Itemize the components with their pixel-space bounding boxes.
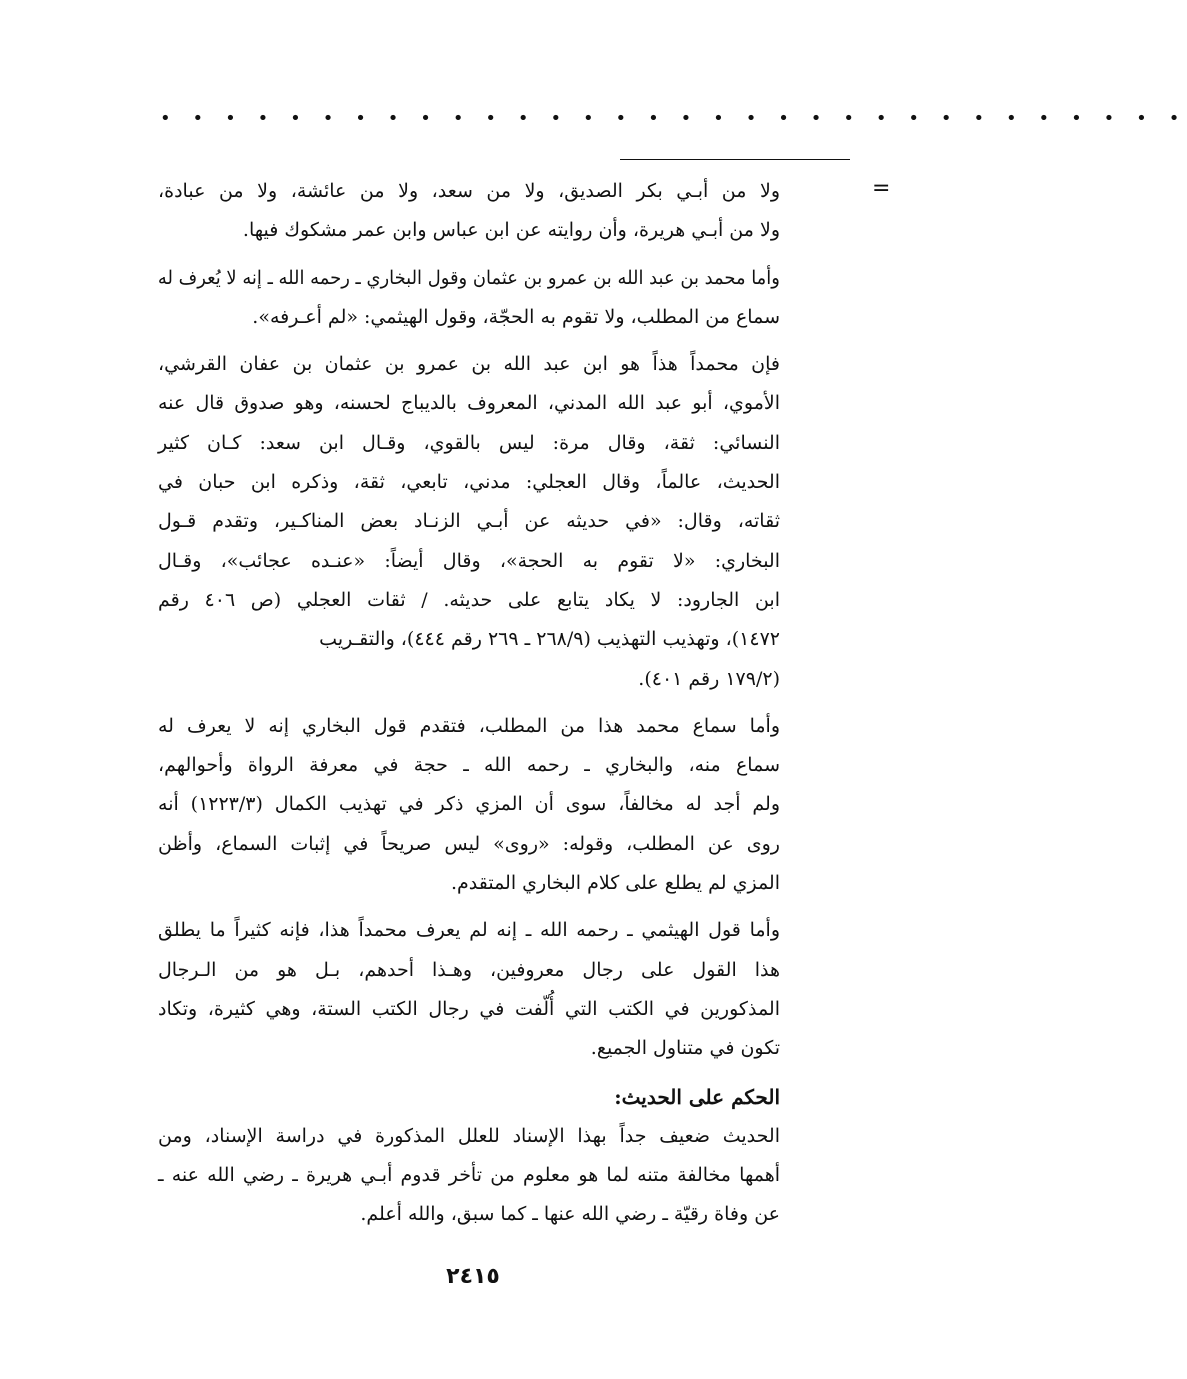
- text-line: ١٤٧٢)، وتهذيب التهذيب (٢٦٨/٩ ـ ٢٦٩ رقم ٤٤٤)، والتقـريب: [319, 628, 780, 651]
- text-line: ابن الجارود: لا يكاد يتابع على حديثه. / ثقات العجلي (ص ٤٠٦ رقم: [158, 588, 780, 611]
- page-number: ٢٤١٥: [446, 1264, 500, 1289]
- text-line: ولا من أبـي بكر الصديق، ولا من سعد، ولا من عائشة، ولا من عبادة،: [158, 180, 780, 202]
- footnote-separator-rule: [620, 159, 850, 160]
- text-line: سماع من المطلب، ولا تقوم به الحجّة، وقول الهيثمي: «لم أعـرفه».: [252, 305, 780, 328]
- text-line: ثقاته، وقال: «في حديثه عن أبـي الزنـاد بعض المناكـير، وتقدم قـول: [158, 510, 780, 533]
- text-line: فإن محمداً هذاً هو ابن عبد الله بن عمرو بن عثمان بن عفان القرشي،: [158, 353, 780, 376]
- paragraph: [158, 172, 780, 251]
- page-body: [158, 172, 780, 1242]
- text-line: وأما سماع محمد هذا من المطلب، فتقدم قول البخاري إنه لا يعرف له: [158, 714, 780, 737]
- text-line: روى عن المطلب، وقوله: «روى» ليس صريحاً في إثبات السماع، وأظن: [158, 832, 780, 855]
- text-line: سماع منه، والبخاري ـ رحمه الله ـ حجة في معرفة الرواة وأحوالهم،: [158, 754, 780, 777]
- text-line: عن وفاة رقيّة ـ رضي الله عنها ـ كما سبق، والله أعلم.: [360, 1203, 780, 1226]
- text-line: النسائي: ثقة، وقال مرة: ليس بالقوي، وقـال ابن سعد: كـان كثير: [158, 431, 780, 454]
- text-line: الأموي، أبو عبد الله المدني، المعروف بالديباج لحسنه، وهو صدوق قال عنه: [158, 392, 780, 415]
- text-line: (١٧٩/٢ رقم ٤٠١).: [638, 667, 780, 690]
- text-line: المزي لم يطلع على كلام البخاري المتقدم.: [450, 872, 780, 895]
- paragraph: [158, 911, 780, 1068]
- paragraph: [158, 707, 780, 903]
- text-line: ولا من أبـي هريرة، وأن روايته عن ابن عباس وابن عمر مشكوك فيها.: [242, 219, 780, 242]
- text-line: المذكورين في الكتب التي أُلّفت في رجال الكتب الستة، وهي كثيرة، وتكاد: [158, 997, 780, 1020]
- paragraph: [158, 259, 780, 338]
- text-line: هذا القول على رجال معروفين، وهـذا أحدهم، بـل هو من الـرجال: [158, 958, 780, 981]
- text-line: أهمها مخالفة متنه لما هو معلوم من تأخر قدوم أبـي هريرة ـ رضي الله عنه ـ: [158, 1163, 780, 1186]
- text-line: وأما محمد بن عبد الله بن عمرو بن عثمان وقول البخاري ـ رحمه الله ـ إنه لا يُعرف له: [158, 266, 780, 289]
- paragraph: [158, 1117, 780, 1235]
- text-line: البخاري: «لا تقوم به الحجة»، وقال أيضاً: «عنـده عجائب»، وقـال: [158, 549, 780, 572]
- paragraph: [158, 345, 780, 699]
- text-line: وأما قول الهيثمي ـ رحمه الله ـ إنه لم يعرف محمداً هذا، فإنه كثيراً ما يطلق: [158, 919, 780, 942]
- margin-continuation-mark: =: [872, 176, 891, 201]
- header-dotted-rule: • • • • • • • • • • • • • • • • • • • • • • • • • • • • • • • •: [160, 108, 1187, 129]
- text-line: الحديث، عالماً، وقال العجلي: مدني، تابعي، ثقة، وذكره ابن حبان في: [158, 471, 780, 494]
- text-line: الحديث ضعيف جداً بهذا الإسناد للعلل المذكورة في دراسة الإسناد، ومن: [158, 1124, 780, 1147]
- section-heading: الحكم على الحديث:: [614, 1084, 780, 1109]
- text-line: ولم أجد له مخالفاً، سوى أن المزي ذكر في تهذيب الكمال (١٢٢٣/٣) أنه: [158, 793, 780, 816]
- text-line: تكون في متناول الجميع.: [590, 1037, 780, 1060]
